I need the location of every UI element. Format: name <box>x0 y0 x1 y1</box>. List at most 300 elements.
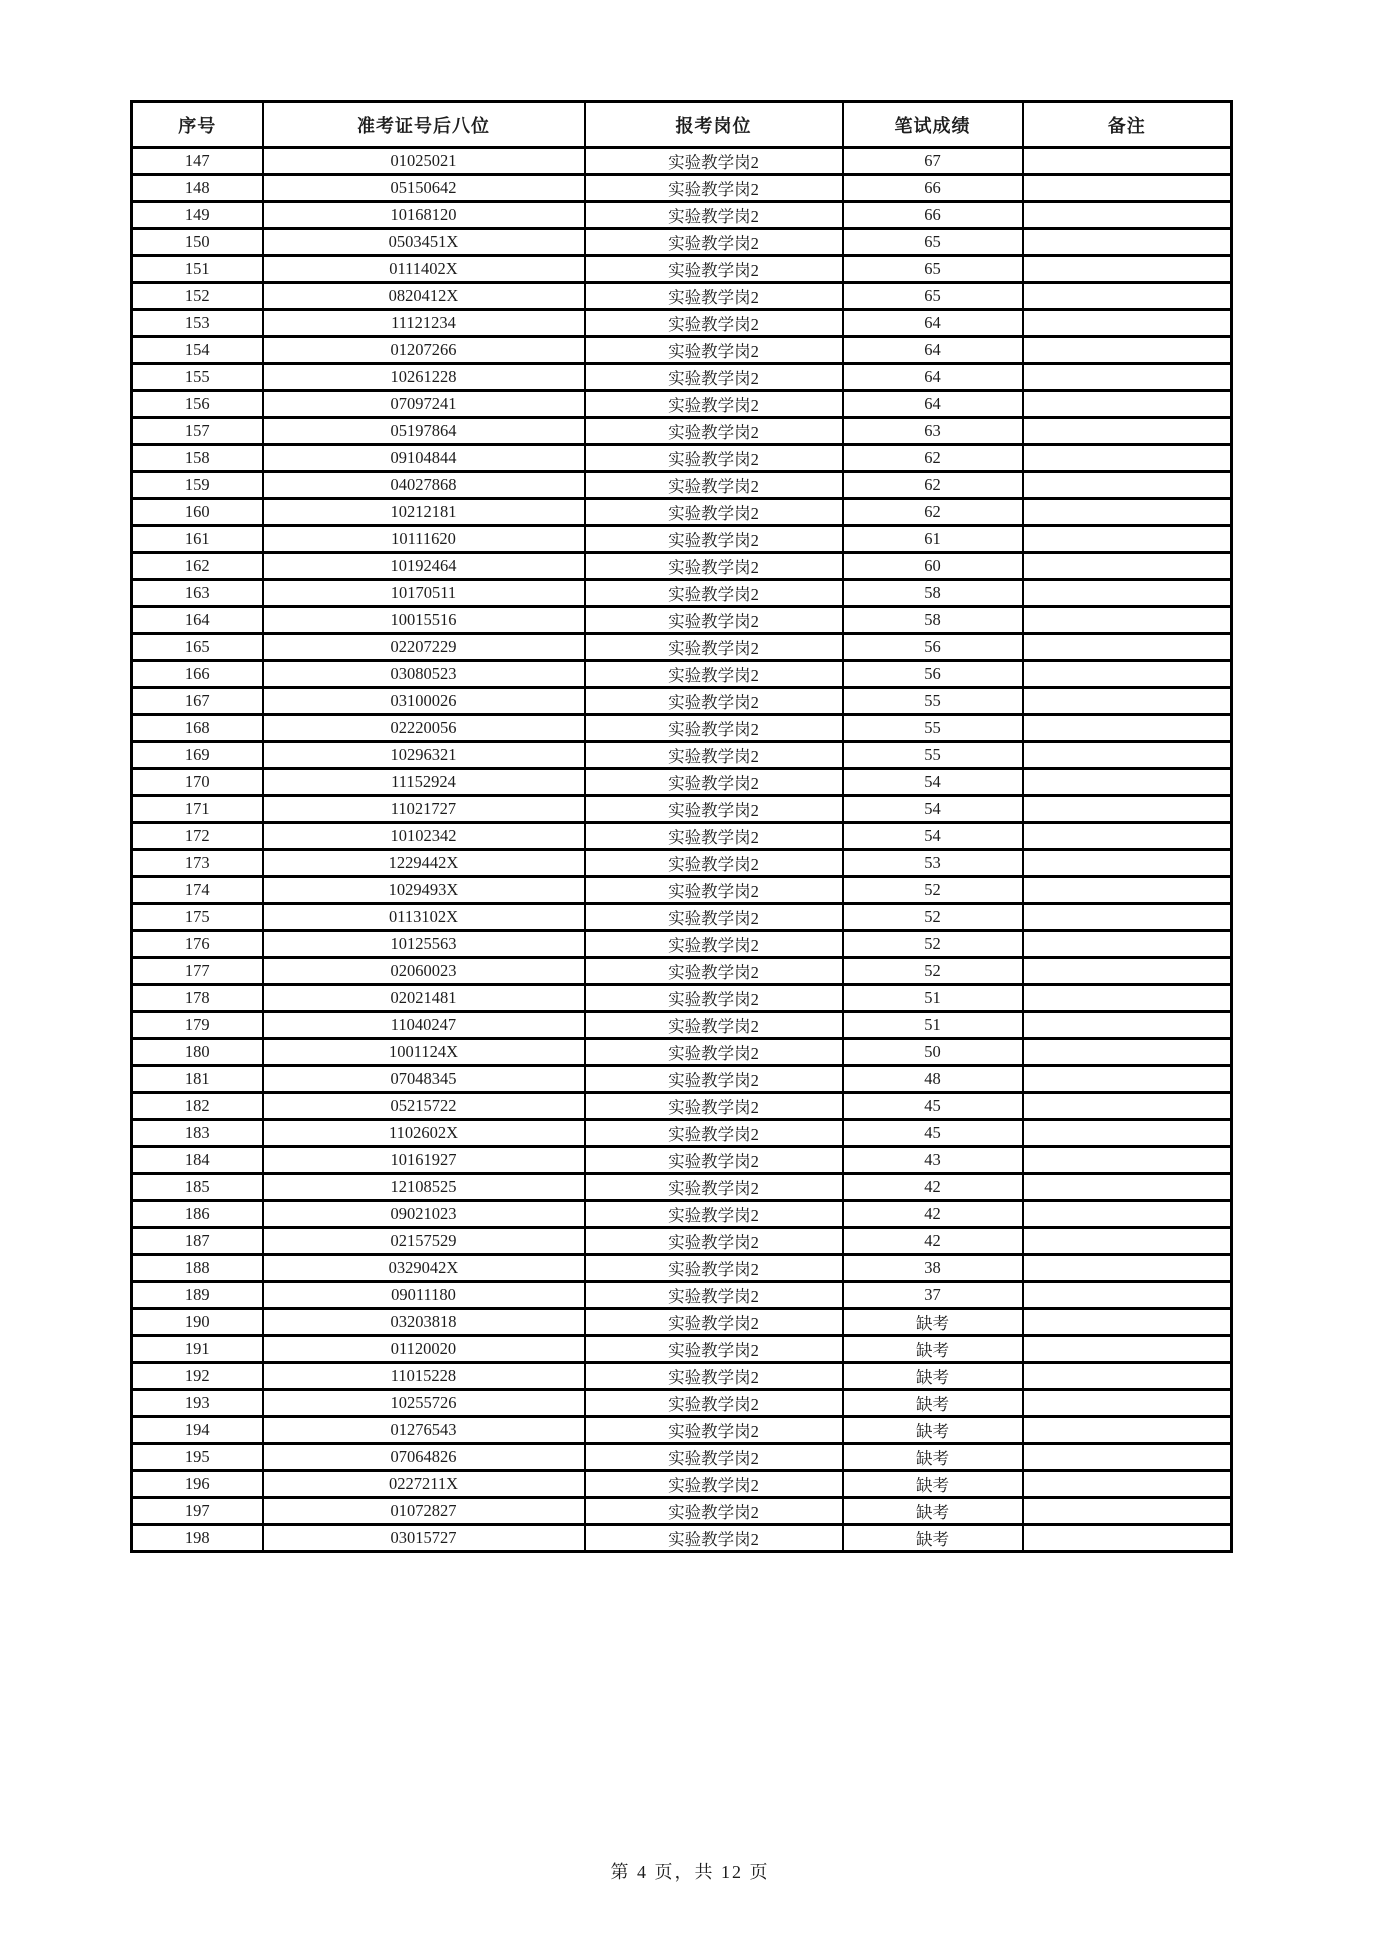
table-row <box>132 1471 1232 1498</box>
table-row <box>132 1417 1232 1444</box>
cell-serial: 198 <box>132 1525 263 1552</box>
cell-remarks <box>1023 445 1232 472</box>
cell-position: 实验教学岗2 <box>585 877 843 904</box>
table-row <box>132 607 1232 634</box>
cell-serial: 184 <box>132 1147 263 1174</box>
cell-remarks <box>1023 607 1232 634</box>
table-row <box>132 202 1232 229</box>
cell-position: 实验教学岗2 <box>585 1282 843 1309</box>
cell-position: 实验教学岗2 <box>585 1039 843 1066</box>
cell-ticket-no: 11040247 <box>263 1012 585 1039</box>
cell-remarks <box>1023 1255 1232 1282</box>
cell-position: 实验教学岗2 <box>585 553 843 580</box>
cell-remarks <box>1023 148 1232 175</box>
cell-serial: 196 <box>132 1471 263 1498</box>
cell-position: 实验教学岗2 <box>585 256 843 283</box>
cell-remarks <box>1023 337 1232 364</box>
cell-ticket-no: 11121234 <box>263 310 585 337</box>
table-row <box>132 1525 1232 1552</box>
cell-ticket-no: 02060023 <box>263 958 585 985</box>
column-header-remarks: 备注 <box>1023 102 1232 148</box>
cell-position: 实验教学岗2 <box>585 1147 843 1174</box>
cell-serial: 149 <box>132 202 263 229</box>
cell-serial: 157 <box>132 418 263 445</box>
table-row <box>132 1012 1232 1039</box>
cell-written-score: 38 <box>843 1255 1023 1282</box>
cell-serial: 192 <box>132 1363 263 1390</box>
cell-remarks <box>1023 1093 1232 1120</box>
cell-ticket-no: 09011180 <box>263 1282 585 1309</box>
cell-written-score: 60 <box>843 553 1023 580</box>
cell-serial: 150 <box>132 229 263 256</box>
cell-remarks <box>1023 1012 1232 1039</box>
cell-written-score: 65 <box>843 229 1023 256</box>
cell-written-score: 64 <box>843 310 1023 337</box>
cell-ticket-no: 07064826 <box>263 1444 585 1471</box>
cell-remarks <box>1023 364 1232 391</box>
cell-written-score: 54 <box>843 769 1023 796</box>
cell-written-score: 52 <box>843 958 1023 985</box>
table-row <box>132 1228 1232 1255</box>
cell-serial: 176 <box>132 931 263 958</box>
table-row <box>132 175 1232 202</box>
cell-ticket-no: 0820412X <box>263 283 585 310</box>
cell-ticket-no: 10170511 <box>263 580 585 607</box>
cell-written-score: 53 <box>843 850 1023 877</box>
cell-serial: 193 <box>132 1390 263 1417</box>
cell-position: 实验教学岗2 <box>585 580 843 607</box>
cell-position: 实验教学岗2 <box>585 661 843 688</box>
cell-written-score: 50 <box>843 1039 1023 1066</box>
table-row <box>132 1201 1232 1228</box>
column-header-ticket-no: 准考证号后八位 <box>263 102 585 148</box>
table-row <box>132 1066 1232 1093</box>
cell-written-score: 67 <box>843 148 1023 175</box>
column-header-serial: 序号 <box>132 102 263 148</box>
table-row <box>132 418 1232 445</box>
table-row <box>132 256 1232 283</box>
cell-remarks <box>1023 877 1232 904</box>
cell-ticket-no: 07097241 <box>263 391 585 418</box>
cell-remarks <box>1023 688 1232 715</box>
cell-serial: 178 <box>132 985 263 1012</box>
cell-position: 实验教学岗2 <box>585 202 843 229</box>
cell-ticket-no: 0503451X <box>263 229 585 256</box>
cell-ticket-no: 10255726 <box>263 1390 585 1417</box>
cell-ticket-no: 03100026 <box>263 688 585 715</box>
cell-written-score: 45 <box>843 1120 1023 1147</box>
cell-remarks <box>1023 823 1232 850</box>
cell-written-score: 51 <box>843 1012 1023 1039</box>
cell-ticket-no: 03015727 <box>263 1525 585 1552</box>
cell-written-score: 45 <box>843 1093 1023 1120</box>
cell-remarks <box>1023 1390 1232 1417</box>
cell-position: 实验教学岗2 <box>585 985 843 1012</box>
cell-ticket-no: 12108525 <box>263 1174 585 1201</box>
cell-remarks <box>1023 580 1232 607</box>
cell-position: 实验教学岗2 <box>585 1471 843 1498</box>
cell-position: 实验教学岗2 <box>585 1255 843 1282</box>
cell-position: 实验教学岗2 <box>585 715 843 742</box>
cell-written-score: 缺考 <box>843 1363 1023 1390</box>
cell-ticket-no: 05150642 <box>263 175 585 202</box>
cell-written-score: 51 <box>843 985 1023 1012</box>
cell-remarks <box>1023 472 1232 499</box>
cell-ticket-no: 10261228 <box>263 364 585 391</box>
table-row <box>132 823 1232 850</box>
cell-written-score: 63 <box>843 418 1023 445</box>
cell-written-score: 52 <box>843 904 1023 931</box>
cell-written-score: 54 <box>843 823 1023 850</box>
cell-position: 实验教学岗2 <box>585 148 843 175</box>
table-row <box>132 1282 1232 1309</box>
cell-remarks <box>1023 742 1232 769</box>
cell-remarks <box>1023 256 1232 283</box>
cell-ticket-no: 1029493X <box>263 877 585 904</box>
cell-ticket-no: 01276543 <box>263 1417 585 1444</box>
table-row <box>132 661 1232 688</box>
cell-position: 实验教学岗2 <box>585 607 843 634</box>
cell-written-score: 65 <box>843 256 1023 283</box>
cell-written-score: 42 <box>843 1201 1023 1228</box>
column-header-written-score: 笔试成绩 <box>843 102 1023 148</box>
cell-remarks <box>1023 526 1232 553</box>
table-row <box>132 715 1232 742</box>
cell-written-score: 61 <box>843 526 1023 553</box>
cell-position: 实验教学岗2 <box>585 1309 843 1336</box>
cell-written-score: 64 <box>843 364 1023 391</box>
cell-ticket-no: 1229442X <box>263 850 585 877</box>
cell-remarks <box>1023 1120 1232 1147</box>
table-row <box>132 769 1232 796</box>
cell-written-score: 缺考 <box>843 1525 1023 1552</box>
cell-serial: 186 <box>132 1201 263 1228</box>
cell-position: 实验教学岗2 <box>585 283 843 310</box>
cell-ticket-no: 10111620 <box>263 526 585 553</box>
cell-written-score: 54 <box>843 796 1023 823</box>
cell-serial: 162 <box>132 553 263 580</box>
cell-ticket-no: 07048345 <box>263 1066 585 1093</box>
table-row <box>132 1390 1232 1417</box>
cell-position: 实验教学岗2 <box>585 472 843 499</box>
cell-remarks <box>1023 1444 1232 1471</box>
table-row <box>132 364 1232 391</box>
cell-remarks <box>1023 1417 1232 1444</box>
cell-ticket-no: 0111402X <box>263 256 585 283</box>
cell-position: 实验教学岗2 <box>585 1012 843 1039</box>
cell-position: 实验教学岗2 <box>585 1444 843 1471</box>
column-header-position: 报考岗位 <box>585 102 843 148</box>
cell-remarks <box>1023 1282 1232 1309</box>
cell-ticket-no: 10192464 <box>263 553 585 580</box>
cell-written-score: 64 <box>843 337 1023 364</box>
cell-serial: 164 <box>132 607 263 634</box>
cell-remarks <box>1023 553 1232 580</box>
cell-ticket-no: 05215722 <box>263 1093 585 1120</box>
cell-remarks <box>1023 1228 1232 1255</box>
cell-serial: 155 <box>132 364 263 391</box>
cell-remarks <box>1023 175 1232 202</box>
cell-serial: 173 <box>132 850 263 877</box>
cell-serial: 147 <box>132 148 263 175</box>
table-row <box>132 850 1232 877</box>
cell-serial: 171 <box>132 796 263 823</box>
cell-remarks <box>1023 1147 1232 1174</box>
cell-ticket-no: 02021481 <box>263 985 585 1012</box>
cell-position: 实验教学岗2 <box>585 1417 843 1444</box>
score-table-container <box>130 100 1230 1553</box>
cell-remarks <box>1023 1066 1232 1093</box>
cell-ticket-no: 09021023 <box>263 1201 585 1228</box>
cell-written-score: 55 <box>843 688 1023 715</box>
cell-remarks <box>1023 769 1232 796</box>
cell-written-score: 缺考 <box>843 1390 1023 1417</box>
table-row <box>132 310 1232 337</box>
cell-remarks <box>1023 931 1232 958</box>
table-row <box>132 958 1232 985</box>
cell-remarks <box>1023 418 1232 445</box>
table-row <box>132 634 1232 661</box>
cell-position: 实验教学岗2 <box>585 1093 843 1120</box>
cell-position: 实验教学岗2 <box>585 1390 843 1417</box>
cell-serial: 156 <box>132 391 263 418</box>
cell-serial: 191 <box>132 1336 263 1363</box>
table-row <box>132 148 1232 175</box>
cell-serial: 183 <box>132 1120 263 1147</box>
cell-ticket-no: 05197864 <box>263 418 585 445</box>
cell-position: 实验教学岗2 <box>585 1120 843 1147</box>
cell-serial: 170 <box>132 769 263 796</box>
cell-position: 实验教学岗2 <box>585 175 843 202</box>
cell-serial: 168 <box>132 715 263 742</box>
cell-ticket-no: 02220056 <box>263 715 585 742</box>
cell-serial: 177 <box>132 958 263 985</box>
cell-serial: 179 <box>132 1012 263 1039</box>
cell-serial: 166 <box>132 661 263 688</box>
cell-position: 实验教学岗2 <box>585 634 843 661</box>
cell-remarks <box>1023 958 1232 985</box>
cell-position: 实验教学岗2 <box>585 364 843 391</box>
cell-remarks <box>1023 1498 1232 1525</box>
cell-serial: 152 <box>132 283 263 310</box>
cell-serial: 169 <box>132 742 263 769</box>
cell-written-score: 缺考 <box>843 1471 1023 1498</box>
cell-written-score: 缺考 <box>843 1498 1023 1525</box>
cell-serial: 160 <box>132 499 263 526</box>
cell-position: 实验教学岗2 <box>585 1525 843 1552</box>
cell-serial: 197 <box>132 1498 263 1525</box>
cell-serial: 159 <box>132 472 263 499</box>
cell-ticket-no: 11152924 <box>263 769 585 796</box>
cell-position: 实验教学岗2 <box>585 1363 843 1390</box>
cell-ticket-no: 01072827 <box>263 1498 585 1525</box>
cell-ticket-no: 10161927 <box>263 1147 585 1174</box>
cell-remarks <box>1023 310 1232 337</box>
cell-position: 实验教学岗2 <box>585 526 843 553</box>
cell-written-score: 42 <box>843 1228 1023 1255</box>
cell-remarks <box>1023 1471 1232 1498</box>
cell-remarks <box>1023 634 1232 661</box>
cell-written-score: 43 <box>843 1147 1023 1174</box>
cell-remarks <box>1023 1363 1232 1390</box>
written-exam-score-table <box>130 100 1233 1553</box>
table-row <box>132 1174 1232 1201</box>
cell-ticket-no: 10015516 <box>263 607 585 634</box>
cell-ticket-no: 0329042X <box>263 1255 585 1282</box>
cell-serial: 165 <box>132 634 263 661</box>
table-row <box>132 985 1232 1012</box>
table-row <box>132 1120 1232 1147</box>
cell-remarks <box>1023 1174 1232 1201</box>
cell-remarks <box>1023 283 1232 310</box>
cell-written-score: 62 <box>843 445 1023 472</box>
cell-ticket-no: 10125563 <box>263 931 585 958</box>
cell-position: 实验教学岗2 <box>585 418 843 445</box>
cell-serial: 163 <box>132 580 263 607</box>
cell-written-score: 66 <box>843 202 1023 229</box>
cell-serial: 172 <box>132 823 263 850</box>
table-row <box>132 1255 1232 1282</box>
cell-ticket-no: 0227211X <box>263 1471 585 1498</box>
cell-written-score: 58 <box>843 580 1023 607</box>
cell-written-score: 52 <box>843 931 1023 958</box>
cell-written-score: 48 <box>843 1066 1023 1093</box>
cell-written-score: 42 <box>843 1174 1023 1201</box>
cell-serial: 153 <box>132 310 263 337</box>
table-row <box>132 337 1232 364</box>
table-row <box>132 580 1232 607</box>
cell-remarks <box>1023 661 1232 688</box>
cell-serial: 158 <box>132 445 263 472</box>
cell-position: 实验教学岗2 <box>585 958 843 985</box>
cell-written-score: 37 <box>843 1282 1023 1309</box>
cell-serial: 190 <box>132 1309 263 1336</box>
cell-position: 实验教学岗2 <box>585 1336 843 1363</box>
table-row <box>132 499 1232 526</box>
cell-position: 实验教学岗2 <box>585 769 843 796</box>
table-row <box>132 877 1232 904</box>
table-row <box>132 553 1232 580</box>
cell-position: 实验教学岗2 <box>585 1228 843 1255</box>
cell-position: 实验教学岗2 <box>585 931 843 958</box>
cell-position: 实验教学岗2 <box>585 1174 843 1201</box>
cell-written-score: 缺考 <box>843 1336 1023 1363</box>
cell-position: 实验教学岗2 <box>585 1498 843 1525</box>
cell-position: 实验教学岗2 <box>585 1066 843 1093</box>
cell-serial: 148 <box>132 175 263 202</box>
cell-remarks <box>1023 499 1232 526</box>
table-row <box>132 904 1232 931</box>
cell-ticket-no: 10168120 <box>263 202 585 229</box>
table-row <box>132 1444 1232 1471</box>
table-row <box>132 742 1232 769</box>
cell-ticket-no: 03080523 <box>263 661 585 688</box>
cell-ticket-no: 11021727 <box>263 796 585 823</box>
cell-remarks <box>1023 229 1232 256</box>
cell-ticket-no: 10296321 <box>263 742 585 769</box>
cell-remarks <box>1023 391 1232 418</box>
cell-position: 实验教学岗2 <box>585 796 843 823</box>
table-row <box>132 1039 1232 1066</box>
cell-position: 实验教学岗2 <box>585 310 843 337</box>
cell-written-score: 64 <box>843 391 1023 418</box>
cell-written-score: 缺考 <box>843 1309 1023 1336</box>
cell-position: 实验教学岗2 <box>585 229 843 256</box>
table-row <box>132 1336 1232 1363</box>
table-row <box>132 796 1232 823</box>
cell-serial: 151 <box>132 256 263 283</box>
cell-serial: 194 <box>132 1417 263 1444</box>
cell-remarks <box>1023 715 1232 742</box>
cell-written-score: 56 <box>843 634 1023 661</box>
cell-remarks <box>1023 1039 1232 1066</box>
table-row <box>132 688 1232 715</box>
cell-ticket-no: 10212181 <box>263 499 585 526</box>
cell-ticket-no: 01207266 <box>263 337 585 364</box>
cell-serial: 188 <box>132 1255 263 1282</box>
table-row <box>132 391 1232 418</box>
cell-remarks <box>1023 904 1232 931</box>
cell-remarks <box>1023 796 1232 823</box>
cell-position: 实验教学岗2 <box>585 1201 843 1228</box>
cell-serial: 189 <box>132 1282 263 1309</box>
cell-serial: 154 <box>132 337 263 364</box>
cell-remarks <box>1023 850 1232 877</box>
cell-written-score: 56 <box>843 661 1023 688</box>
cell-written-score: 缺考 <box>843 1417 1023 1444</box>
cell-position: 实验教学岗2 <box>585 499 843 526</box>
cell-remarks <box>1023 1201 1232 1228</box>
cell-ticket-no: 01120020 <box>263 1336 585 1363</box>
cell-serial: 187 <box>132 1228 263 1255</box>
cell-position: 实验教学岗2 <box>585 823 843 850</box>
cell-position: 实验教学岗2 <box>585 688 843 715</box>
cell-ticket-no: 02157529 <box>263 1228 585 1255</box>
cell-serial: 174 <box>132 877 263 904</box>
cell-remarks <box>1023 1336 1232 1363</box>
cell-remarks <box>1023 985 1232 1012</box>
cell-position: 实验教学岗2 <box>585 391 843 418</box>
table-row <box>132 283 1232 310</box>
table-row <box>132 526 1232 553</box>
cell-ticket-no: 09104844 <box>263 445 585 472</box>
cell-written-score: 62 <box>843 499 1023 526</box>
table-row <box>132 1309 1232 1336</box>
cell-written-score: 58 <box>843 607 1023 634</box>
cell-serial: 195 <box>132 1444 263 1471</box>
table-row <box>132 472 1232 499</box>
cell-position: 实验教学岗2 <box>585 742 843 769</box>
table-row <box>132 445 1232 472</box>
cell-ticket-no: 1001124X <box>263 1039 585 1066</box>
cell-written-score: 52 <box>843 877 1023 904</box>
cell-written-score: 66 <box>843 175 1023 202</box>
cell-serial: 181 <box>132 1066 263 1093</box>
cell-ticket-no: 01025021 <box>263 148 585 175</box>
table-row <box>132 1498 1232 1525</box>
cell-ticket-no: 02207229 <box>263 634 585 661</box>
cell-written-score: 55 <box>843 742 1023 769</box>
cell-written-score: 55 <box>843 715 1023 742</box>
cell-serial: 180 <box>132 1039 263 1066</box>
cell-position: 实验教学岗2 <box>585 445 843 472</box>
cell-ticket-no: 10102342 <box>263 823 585 850</box>
cell-remarks <box>1023 1309 1232 1336</box>
cell-position: 实验教学岗2 <box>585 337 843 364</box>
cell-written-score: 65 <box>843 283 1023 310</box>
page-footer: 第 4 页，共 12 页 <box>610 1862 770 1882</box>
cell-ticket-no: 0113102X <box>263 904 585 931</box>
